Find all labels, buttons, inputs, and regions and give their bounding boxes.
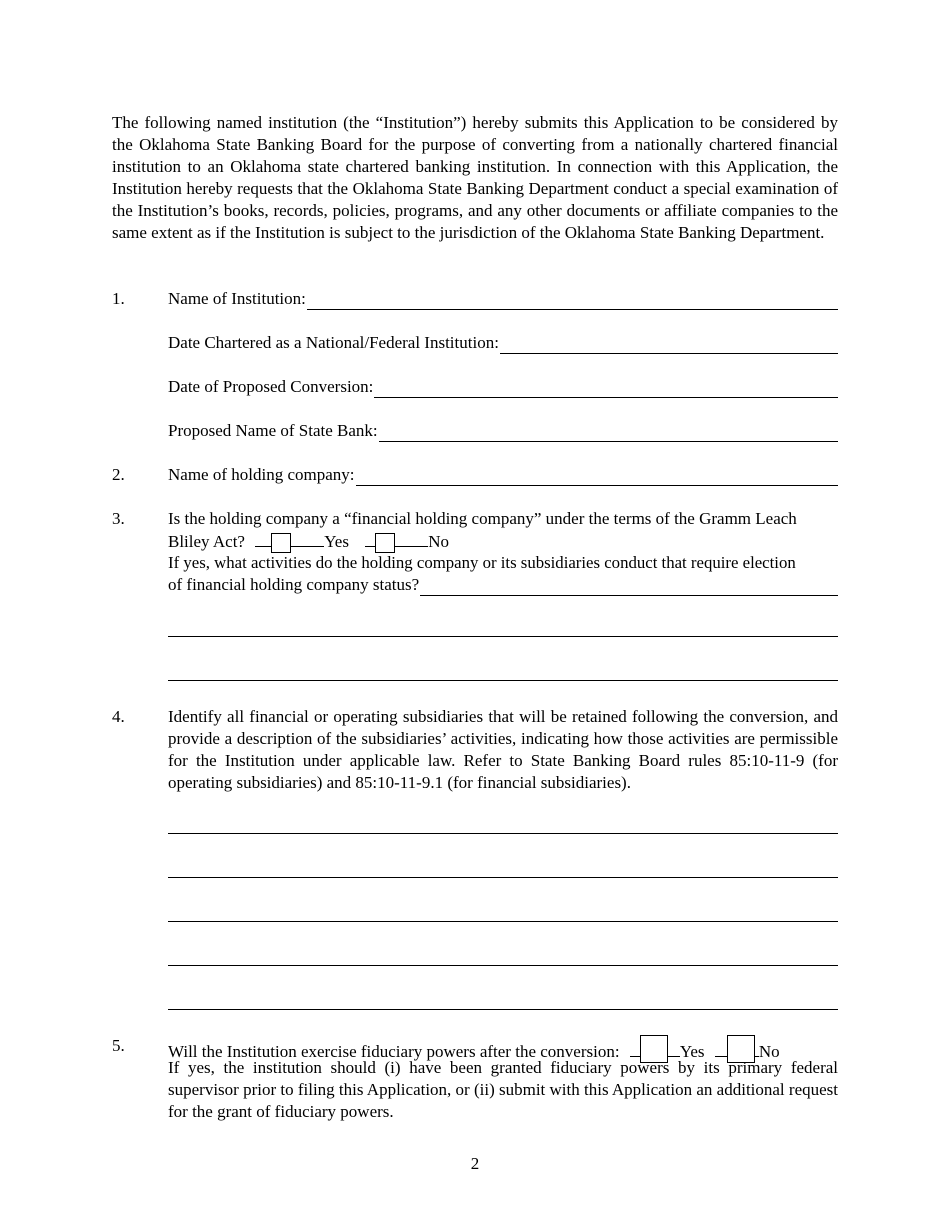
fhc-activities-field[interactable] bbox=[420, 578, 838, 596]
fhc-activities-row bbox=[168, 574, 838, 596]
subsidiaries-line-1[interactable] bbox=[168, 833, 838, 834]
fhc-yes-label: Yes bbox=[324, 532, 349, 551]
institution-name-label: Name of Institution: bbox=[168, 289, 306, 308]
conversion-date-label: Date of Proposed Conversion: bbox=[168, 377, 374, 396]
item-3-number: 3. bbox=[112, 509, 125, 528]
page-number: 2 bbox=[470, 1154, 480, 1173]
subsidiaries-line-3[interactable] bbox=[168, 921, 838, 922]
conversion-date-field[interactable] bbox=[374, 380, 838, 398]
fhc-activities-line-3[interactable] bbox=[168, 680, 838, 681]
fhc-answer-row bbox=[168, 530, 449, 553]
holding-company-row bbox=[168, 464, 838, 486]
holding-company-field[interactable] bbox=[356, 468, 839, 486]
fhc-no-label: No bbox=[428, 532, 449, 551]
item-5-number: 5. bbox=[112, 1036, 125, 1055]
subsidiaries-line-4[interactable] bbox=[168, 965, 838, 966]
proposed-name-row bbox=[168, 420, 838, 442]
proposed-name-label: Proposed Name of State Bank: bbox=[168, 421, 378, 440]
institution-name-row bbox=[168, 288, 838, 310]
fiduciary-question: Will the Institution exercise fiduciary powers after the conversion: bbox=[168, 1042, 620, 1061]
fiduciary-followup: If yes, the institution should (i) have been granted fiduciary powers by its primary federal supervisor prior to filing this Application, or (ii) submit with this Application an additional request for the grant of fiduciary powers. bbox=[168, 1058, 838, 1121]
fhc-no-checkbox[interactable] bbox=[375, 533, 395, 553]
fhc-activities-line-2[interactable] bbox=[168, 636, 838, 637]
date-chartered-row bbox=[168, 332, 838, 354]
intro-paragraph: The following named institution (the “Institution”) hereby submits this Application to be considered by the Oklahoma State Banking Board for the purpose of converting from a nationally chartered financial institution to an Oklahoma state chartered banking institution. In connection with this Application, the Institution hereby requests that the Oklahoma State Banking Department conduct a special examination of the Institution’s books, records, policies, programs, and any other documents or affiliate companies to the same extent as if the Institution is subject to the jurisdiction of the Oklahoma State Banking Department. bbox=[112, 113, 838, 242]
fhc-followup: If yes, what activities do the holding company or its subsidiaries conduct that require election bbox=[168, 553, 796, 572]
fiduciary-yes-label: Yes bbox=[679, 1042, 705, 1061]
date-chartered-label: Date Chartered as a National/Federal Institution: bbox=[168, 333, 499, 352]
proposed-name-field[interactable] bbox=[379, 424, 838, 442]
subsidiaries-line-5[interactable] bbox=[168, 1009, 838, 1010]
item-1-number: 1. bbox=[112, 289, 125, 308]
subsidiaries-instructions: Identify all financial or operating subsidiaries that will be retained following the conversion, and provide a description of the subsidiaries’ activities, indicating how those activities are permissible for the Institution under applicable law. Refer to State Banking Board rules 85:10-11-9 (for operating subsidiaries) and 85:10-11-9.1 (for financial subsidiaries). bbox=[168, 707, 838, 792]
conversion-date-row bbox=[168, 376, 838, 398]
item-4-number: 4. bbox=[112, 707, 125, 726]
institution-name-field[interactable] bbox=[307, 292, 838, 310]
fhc-question: Is the holding company a “financial holding company” under the terms of the Gramm Leach bbox=[168, 509, 797, 528]
fhc-followup-cont: of financial holding company status? bbox=[168, 575, 420, 594]
holding-company-label: Name of holding company: bbox=[168, 465, 355, 484]
subsidiaries-line-2[interactable] bbox=[168, 877, 838, 878]
fhc-yes-checkbox[interactable] bbox=[271, 533, 291, 553]
item-2-number: 2. bbox=[112, 465, 125, 484]
fiduciary-no-label: No bbox=[758, 1042, 780, 1061]
date-chartered-field[interactable] bbox=[500, 336, 838, 354]
fhc-question-cont: Bliley Act? bbox=[168, 532, 245, 551]
